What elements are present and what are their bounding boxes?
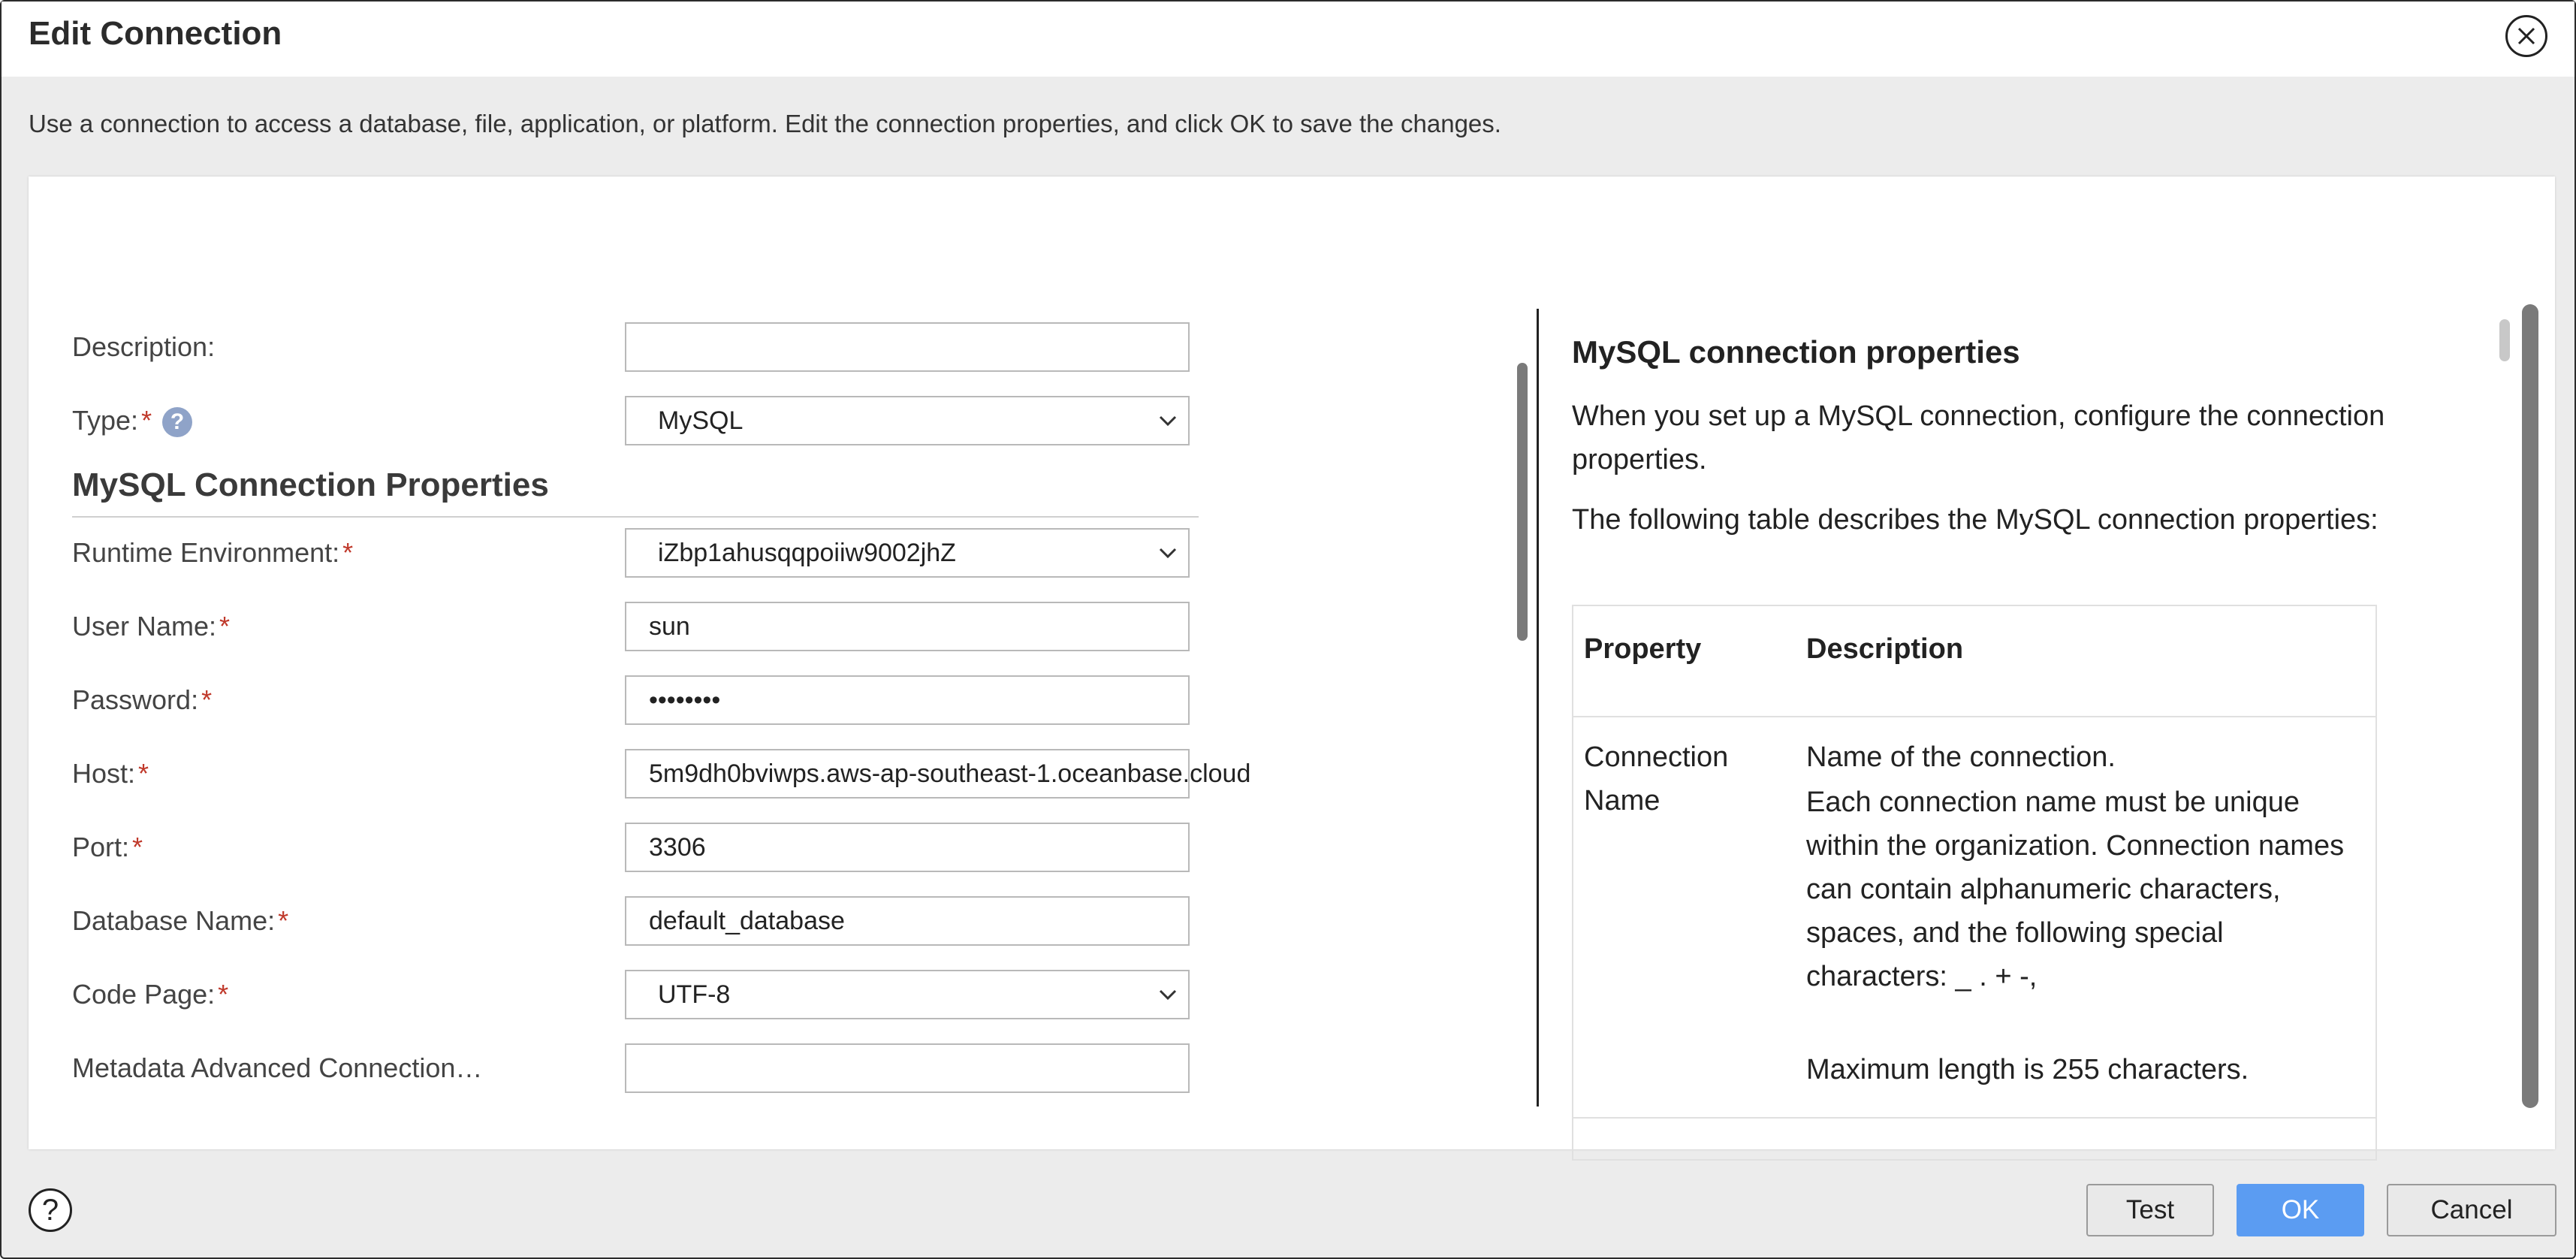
- code-page-row: [72, 979, 1244, 1031]
- host-label: Host:: [72, 758, 136, 789]
- type-required-mark: *: [141, 405, 152, 436]
- close-icon: [2517, 26, 2536, 46]
- port-input[interactable]: 3306: [625, 823, 1190, 872]
- table-cell-description-line-3: Maximum length is 255 characters.: [1806, 1054, 2249, 1085]
- host-input[interactable]: 5m9dh0bviwps.aws-ap-southeast-1.oceanbase.cloud: [625, 749, 1190, 799]
- chevron-down-icon: [1158, 414, 1178, 427]
- password-input[interactable]: ••••••••: [625, 675, 1190, 725]
- user-name-required-mark: *: [219, 611, 231, 642]
- chevron-down-icon: [1158, 988, 1178, 1001]
- password-label-group: [72, 684, 212, 716]
- description-row: [72, 331, 1244, 384]
- metadata-advanced-input[interactable]: [625, 1043, 1190, 1093]
- type-label: Type:: [72, 405, 139, 436]
- close-button[interactable]: [2505, 15, 2547, 57]
- table-header-property: Property: [1584, 633, 1702, 665]
- password-label: Password:: [72, 684, 199, 715]
- help-paragraph-1: When you set up a MySQL connection, configure the connection properties.: [1572, 400, 2385, 476]
- code-page-value: UTF-8: [658, 980, 731, 1009]
- runtime-environment-required-mark: *: [342, 537, 354, 568]
- user-name-row: [72, 611, 1244, 663]
- table-row-divider: [1573, 716, 2375, 717]
- table-cell-property: Connection Name: [1584, 741, 1729, 817]
- form-scrollbar[interactable]: [1517, 363, 1528, 641]
- code-page-label: Code Page:: [72, 979, 216, 1010]
- type-select[interactable]: [625, 396, 1190, 445]
- section-divider: [72, 516, 1199, 518]
- password-required-mark: *: [201, 684, 213, 715]
- properties-table: [1572, 605, 2377, 1161]
- code-page-label-group: [72, 979, 228, 1010]
- port-label-group: [72, 832, 143, 863]
- help-paragraph-2: The following table describes the MySQL connection properties:: [1572, 504, 2378, 536]
- connection-panel: [29, 177, 2555, 1149]
- description-label: Description:: [72, 331, 216, 362]
- ok-button[interactable]: OK: [2237, 1184, 2364, 1236]
- database-name-required-mark: *: [278, 905, 289, 936]
- table-cell-description-line-1: Name of the connection.: [1806, 741, 2116, 773]
- connection-form: [29, 177, 1531, 1149]
- host-required-mark: *: [138, 758, 149, 789]
- cancel-button[interactable]: Cancel: [2387, 1184, 2556, 1236]
- table-row-divider: [1573, 1117, 2375, 1119]
- database-name-label: Database Name:: [72, 905, 276, 936]
- help-button[interactable]: ?: [29, 1188, 72, 1232]
- runtime-environment-label-group: [72, 537, 353, 569]
- type-select-value: MySQL: [658, 406, 744, 435]
- runtime-environment-select[interactable]: [625, 528, 1190, 578]
- code-page-select[interactable]: [625, 970, 1190, 1019]
- user-name-label: User Name:: [72, 611, 217, 642]
- dialog-intro: Use a connection to access a database, file, application, or platform. Edit the connection properties, and click OK to save the changes.: [29, 110, 1501, 137]
- panel-divider: [1537, 309, 1539, 1107]
- database-name-input[interactable]: default_database: [625, 896, 1190, 946]
- type-row: [72, 405, 1244, 457]
- port-row: [72, 832, 1244, 884]
- user-name-input[interactable]: sun: [625, 602, 1190, 651]
- metadata-advanced-label: Metadata Advanced Connection…: [72, 1052, 483, 1083]
- port-label: Port:: [72, 832, 130, 862]
- port-required-mark: *: [132, 832, 143, 862]
- user-name-label-group: [72, 611, 230, 642]
- help-scrollbar-track[interactable]: [2522, 304, 2538, 1108]
- database-name-label-group: [72, 905, 288, 937]
- help-panel: [1572, 304, 2503, 1108]
- metadata-advanced-row: [72, 1052, 1244, 1105]
- host-label-group: [72, 758, 149, 790]
- table-cell-description-line-2: Each connection name must be unique within the organization. Connection names can contain alphanumeric characters, spaces, and the following special characters: _ . + -,: [1806, 786, 2345, 992]
- host-row: [72, 758, 1251, 811]
- help-icon[interactable]: ?: [162, 407, 192, 437]
- code-page-required-mark: *: [218, 979, 229, 1010]
- runtime-environment-label: Runtime Environment:: [72, 537, 340, 568]
- table-header-description: Description: [1806, 633, 1964, 665]
- dialog-title: Edit Connection: [29, 15, 282, 52]
- password-row: [72, 684, 1244, 737]
- dialog-titlebar: [2, 2, 2574, 77]
- test-button[interactable]: Test: [2086, 1184, 2214, 1236]
- description-input[interactable]: [625, 322, 1190, 372]
- runtime-environment-row: [72, 537, 1244, 590]
- help-title: MySQL connection properties: [1572, 334, 2020, 370]
- database-name-row: [72, 905, 1244, 958]
- type-label-group: [72, 405, 192, 437]
- runtime-environment-value: iZbp1ahusqqpoiiw9002jhZ: [658, 539, 956, 567]
- chevron-down-icon: [1158, 546, 1178, 560]
- help-scrollbar-thumb[interactable]: [2499, 319, 2510, 361]
- section-title: MySQL Connection Properties: [72, 466, 549, 503]
